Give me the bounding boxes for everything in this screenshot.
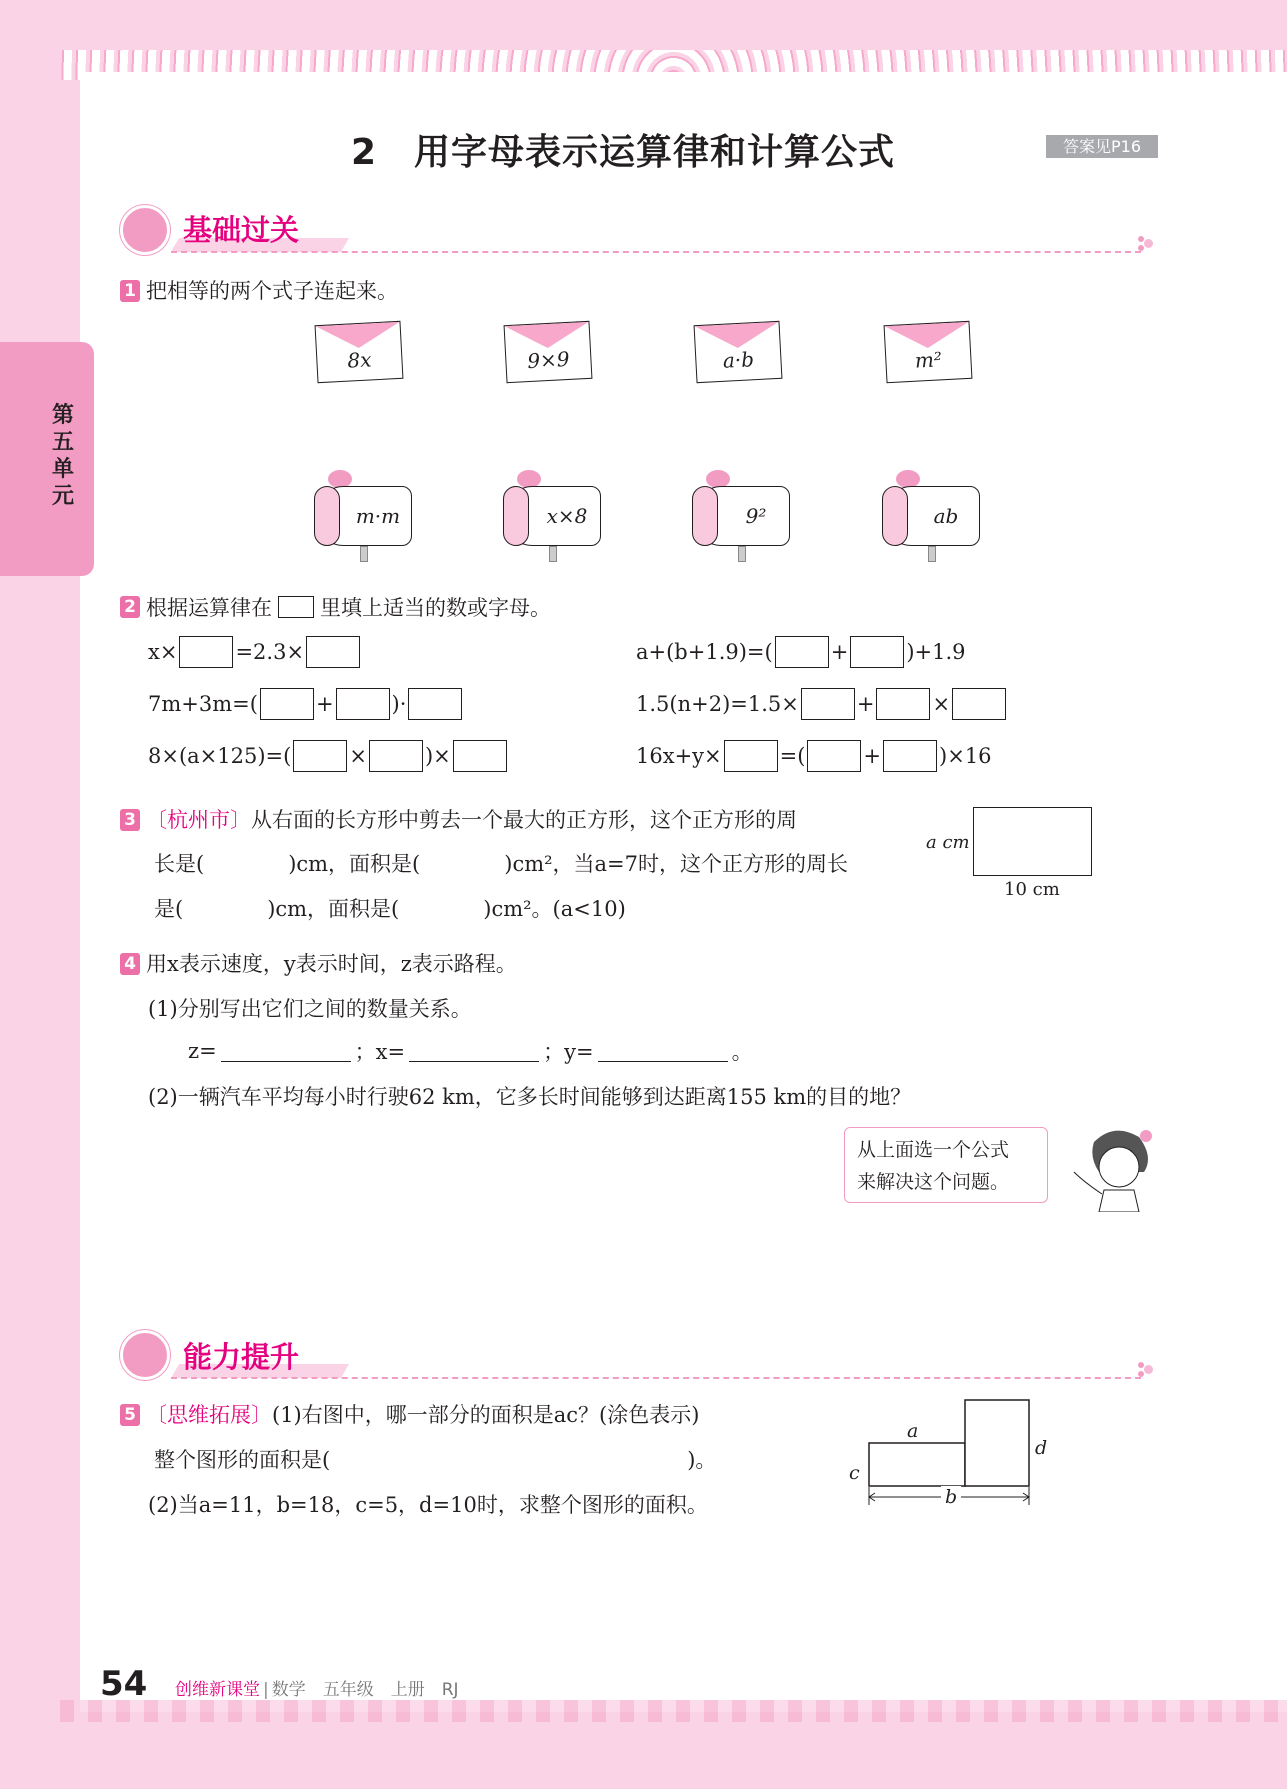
answer-box[interactable]	[408, 688, 462, 720]
question-number: 5	[120, 1404, 140, 1426]
answer-box[interactable]	[306, 636, 360, 668]
box-symbol	[278, 596, 314, 618]
question-5	[120, 1399, 699, 1429]
page-number: 54	[100, 1664, 148, 1704]
answer-box[interactable]	[336, 688, 390, 720]
answer-box[interactable]	[775, 636, 829, 668]
answer-reference-badge: 答案见P16	[1046, 135, 1158, 158]
equation-text: ×	[349, 744, 367, 768]
label-a: a	[907, 1420, 919, 1442]
question-3	[120, 804, 797, 834]
equation-text: +	[863, 744, 882, 768]
question-text: 里填上适当的数或字母。	[320, 596, 551, 620]
equation	[148, 688, 464, 720]
equation	[636, 636, 966, 668]
tall-rectangle	[965, 1400, 1029, 1486]
hint-text: 从上面选一个公式	[857, 1139, 1010, 1161]
envelope-card[interactable]: m²	[884, 321, 973, 383]
source-tag: 〔思维拓展〕	[146, 1403, 272, 1427]
footer-info	[175, 1675, 459, 1700]
girl-character-illustration	[1064, 1122, 1160, 1212]
equation-text: 7m+3m=(	[148, 692, 258, 716]
answer-box[interactable]	[952, 688, 1006, 720]
envelope-card[interactable]: a·b	[694, 321, 783, 383]
hint-text: 来解决这个问题。	[857, 1171, 1010, 1193]
equation	[636, 740, 992, 772]
answer-box[interactable]	[453, 740, 507, 772]
equation-text: +	[830, 640, 849, 664]
question-4-part2: (2)一辆汽车平均每小时行驶62 km，它多长时间能够到达距离155 km的目的地？	[148, 1085, 912, 1109]
answer-blank-y[interactable]	[598, 1040, 728, 1062]
mailbox-card[interactable]: x×8	[499, 464, 603, 562]
equation-text: )·	[391, 692, 407, 716]
question-text: 用x表示速度，y表示时间，z表示路程。	[146, 952, 517, 976]
equation-text: a+(b+1.9)=(	[636, 640, 773, 664]
question-5-line2: 整个图形的面积是( )。	[154, 1448, 717, 1472]
answer-box[interactable]	[801, 688, 855, 720]
section-title-advanced: 能力提升	[183, 1340, 300, 1374]
book-info: 数学 五年级 上册 RJ	[271, 1680, 459, 1700]
section-divider	[171, 1377, 1141, 1379]
answer-box[interactable]	[850, 636, 904, 668]
hint-speech-bubble	[844, 1127, 1048, 1203]
label-d: d	[1035, 1437, 1048, 1459]
question-2	[120, 592, 551, 622]
answer-blank-z[interactable]	[221, 1040, 351, 1062]
page-title: 2 用字母表示运算律和计算公式	[351, 132, 896, 173]
section-title-basic: 基础过关	[183, 213, 300, 247]
answer-box[interactable]	[179, 636, 233, 668]
question-text: 从右面的长方形中剪去一个最大的正方形，这个正方形的周	[251, 808, 797, 832]
section-divider	[171, 251, 1141, 253]
mailbox-card[interactable]: ab	[878, 464, 982, 562]
small-rectangle	[869, 1443, 965, 1486]
label-c: c	[849, 1462, 860, 1484]
question-text: 根据运算律在	[146, 596, 272, 620]
unit-side-tab	[0, 342, 94, 576]
formula-blanks	[188, 1036, 753, 1066]
equation	[636, 688, 1008, 720]
equation-text: )×16	[939, 744, 992, 768]
source-tag: 〔杭州市〕	[146, 808, 251, 832]
rect-width-label: 10 cm	[1004, 879, 1060, 900]
envelope-card[interactable]: 8x	[315, 321, 404, 383]
equation	[148, 740, 509, 772]
equation-text: =(	[779, 744, 806, 768]
question-number: 1	[120, 280, 140, 302]
character-avatar-icon	[120, 1330, 170, 1380]
envelope-card[interactable]: 9×9	[504, 321, 593, 383]
mailbox-card[interactable]: 9²	[688, 464, 792, 562]
answer-box[interactable]	[876, 688, 930, 720]
dots-decoration-icon	[1138, 236, 1152, 250]
question-text: 把相等的两个式子连起来。	[146, 279, 398, 303]
equation-text: 16x+y×	[636, 744, 722, 768]
question-number: 3	[120, 809, 140, 831]
equation-text: ×	[932, 692, 951, 716]
equation	[148, 636, 362, 668]
question-3-line3: 是( )cm，面积是( )cm²。(a<10)	[154, 897, 626, 921]
character-avatar-icon	[120, 205, 170, 255]
answer-box[interactable]	[260, 688, 314, 720]
equation-text: =2.3×	[235, 640, 305, 664]
z-label: z=	[188, 1039, 217, 1063]
question-number: 4	[120, 953, 140, 975]
answer-box[interactable]	[369, 740, 423, 772]
equation-text: +	[856, 692, 875, 716]
question-3-line2: 长是( )cm，面积是( )cm²，当a=7时，这个正方形的周长	[154, 852, 849, 876]
mailbox-card[interactable]: m·m	[310, 464, 414, 562]
question-1	[120, 275, 398, 305]
bottom-wave-border	[60, 1700, 1287, 1722]
y-label: ；y=	[543, 1040, 594, 1064]
equation-text: 8×(a×125)=(	[148, 744, 292, 768]
question-4-part1: (1)分别写出它们之间的数量关系。	[148, 997, 472, 1021]
equation-text: 1.5(n+2)=1.5×	[636, 692, 799, 716]
answer-blank-x[interactable]	[409, 1040, 539, 1062]
equation-text: )×	[424, 744, 451, 768]
unit-label: 第五单元	[52, 403, 75, 509]
question-5-line3: (2)当a=11，b=18，c=5，d=10时，求整个图形的面积。	[148, 1493, 708, 1517]
rectangle-figure	[973, 807, 1092, 876]
equation-text: x×	[148, 640, 178, 664]
x-label: ；x=	[354, 1040, 406, 1064]
period: 。	[731, 1040, 753, 1064]
label-b: b	[941, 1486, 961, 1508]
answer-box[interactable]	[883, 740, 937, 772]
question-number: 2	[120, 596, 140, 618]
dots-decoration-icon	[1138, 1362, 1152, 1376]
question-text: (1)右图中，哪一部分的面积是ac？(涂色表示)	[272, 1403, 700, 1427]
brand-name: 创维新课堂	[175, 1680, 260, 1700]
separator: |	[263, 1680, 269, 1700]
equation-text: )+1.9	[906, 640, 966, 664]
answer-box[interactable]	[293, 740, 347, 772]
question-4	[120, 948, 517, 978]
answer-box[interactable]	[724, 740, 778, 772]
equation-text: +	[315, 692, 334, 716]
rect-height-label: a cm	[926, 832, 970, 853]
answer-box[interactable]	[807, 740, 861, 772]
